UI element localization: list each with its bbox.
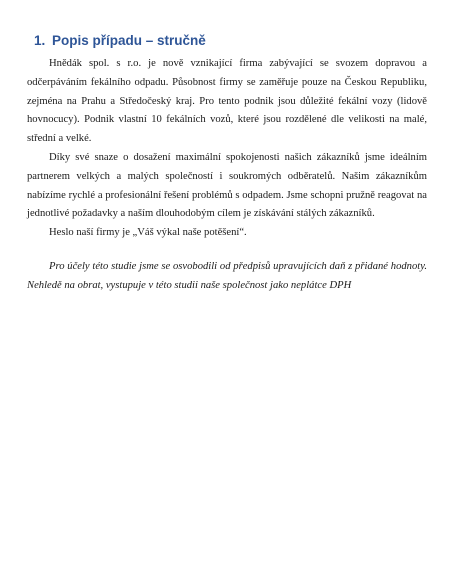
paragraph-customers: Díky své snaze o dosažení maximální spokojenosti našich zákazníků jsme ideálním partnerem velkých a malých společností i soukromých odběratelů. Našim zákazníkům nabízíme rychlé a profesionální řešení problémů s odpadem. Jsme schopni pružně reagovat na jednotlivé požadavky a naším dlouhodobým cílem je získávání stálých zákazníků. (27, 151, 427, 220)
section-number: 1. (34, 33, 46, 48)
paragraph-spacer (27, 243, 427, 258)
section-heading (34, 33, 206, 48)
paragraph-motto: Heslo naší firmy je „Váš výkal naše potěšení“. (49, 227, 247, 239)
paragraph-tax-note: Pro účely této studie jsme se osvobodili od předpisů upravujících daň z přidané hodnoty. Nehledě na obrat, vystupuje v této studii naše společnost jako neplátce DPH (27, 260, 427, 291)
section-title: Popis případu – stručně (52, 33, 206, 48)
body-text (27, 55, 427, 296)
paragraph-company-intro: Hnědák spol. s r.o. je nově vznikající firma zabývající se svozem dopravou a odčerpáváním fekálního odpadu. Působnost firmy se zaměřuje pouze na Českou Republiku, zejména na Prahu a Středočeský kraj. Pro tento podnik jsou důležité fekální vozy (lidově hovnocucy). Podnik vlastní 10 fekálních vozů, které jsou rozdělené dle velikosti na malé, střední a velké. (27, 58, 427, 145)
